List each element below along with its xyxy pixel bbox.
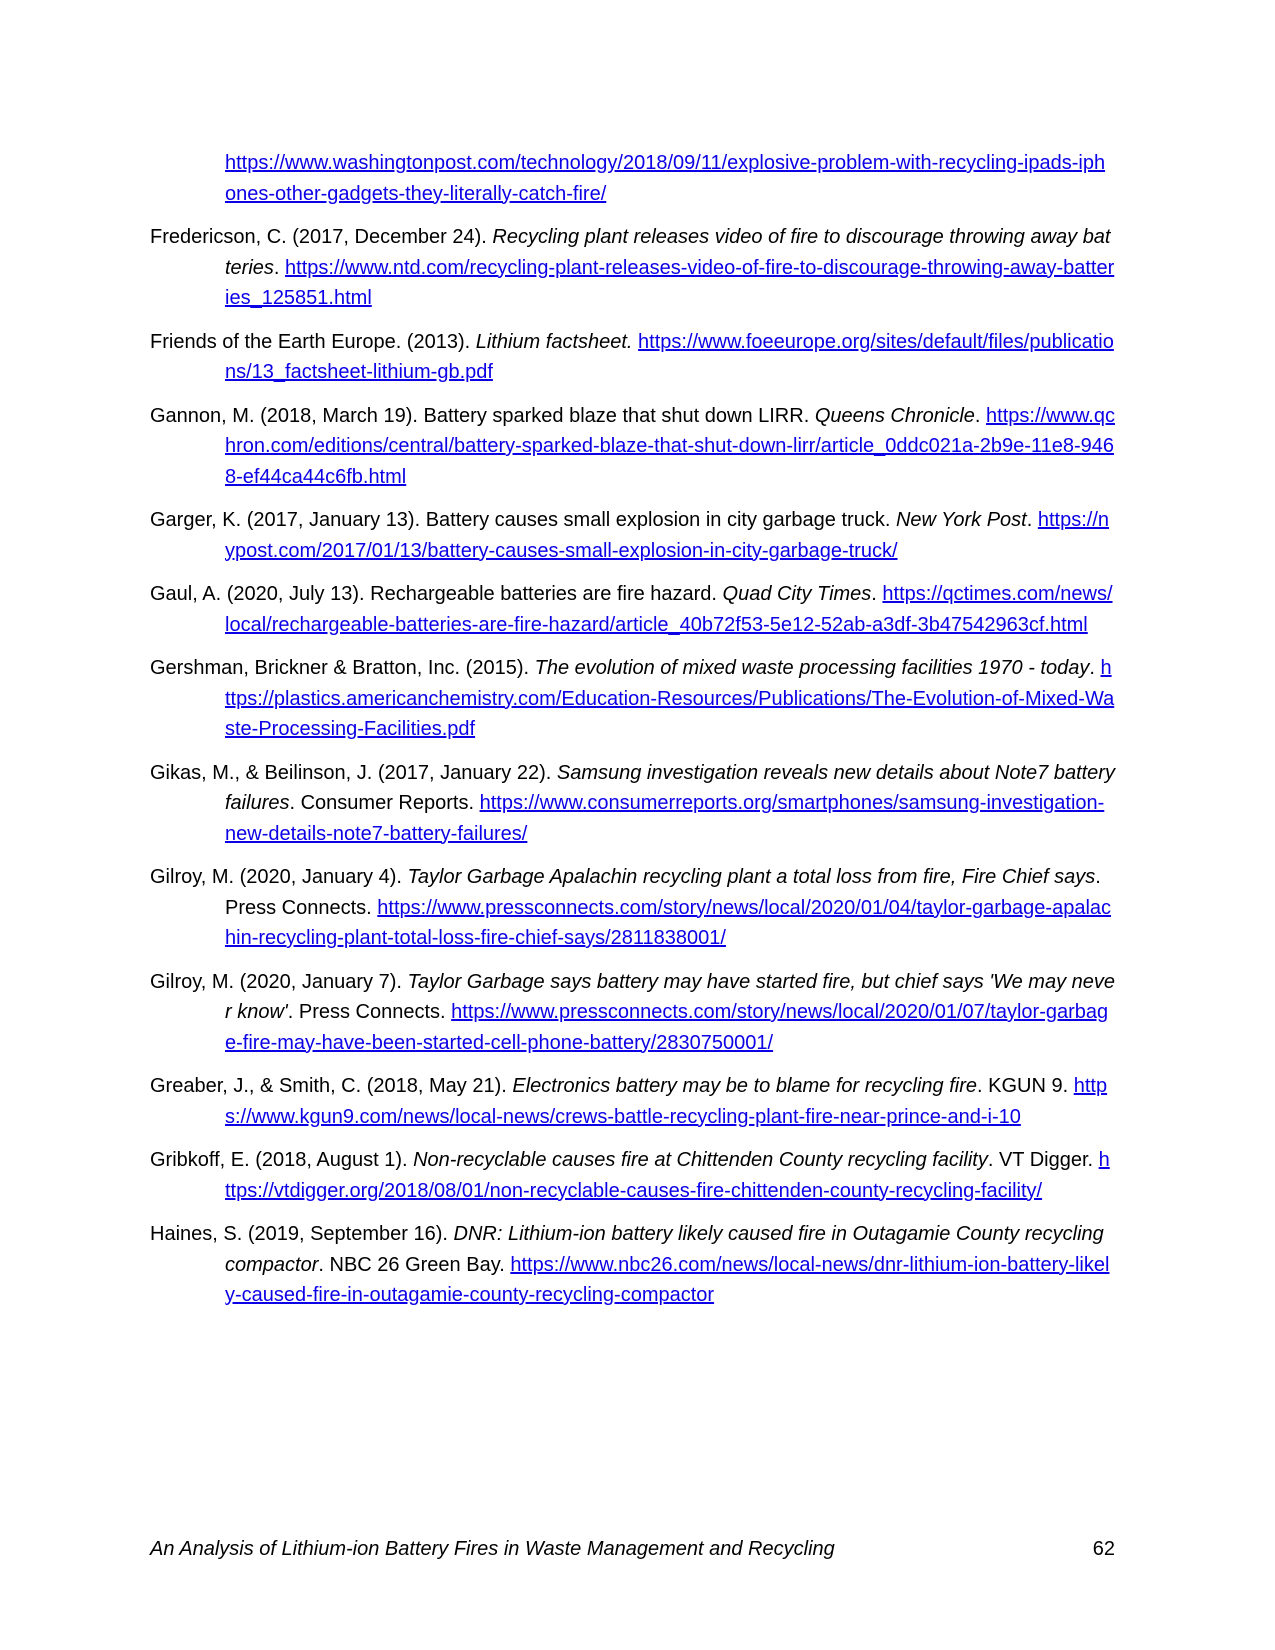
- reference-date: (2017, December 24).: [286, 226, 493, 248]
- reference-punctuation: .: [977, 1075, 989, 1097]
- reference-date: (2017, January 13).: [241, 509, 426, 531]
- reference-publisher: Press Connects.: [225, 896, 378, 919]
- reference-title: Taylor Garbage says battery may have started fire, but chief says 'We may never know': [225, 970, 1115, 1023]
- reference-link[interactable]: https://www.nbc26.com/news/local-news/dnr-lithium-ion-battery-likely-caused-fire-in-outagamie-county-recycling-compactor: [225, 1253, 1110, 1306]
- reference-date: (2018, March 19).: [254, 404, 424, 427]
- reference-date: (2019, September 16).: [242, 1223, 454, 1245]
- reference-author: Gribkoff, E.: [150, 1149, 250, 1171]
- reference-publisher: KGUN 9.: [988, 1075, 1074, 1097]
- reference-title: Non-recyclable causes fire at Chittenden County recycling facility: [413, 1149, 988, 1171]
- reference-link[interactable]: https://qctimes.com/news/local/rechargeable-batteries-are-fire-hazard/article_40b72f53-5e12-52ab-a3df-3b47542963cf.html: [225, 583, 1113, 636]
- reference-entry: [150, 401, 1115, 493]
- reference-date: (2020, January 7).: [234, 970, 408, 993]
- reference-link[interactable]: https://www.kgun9.com/news/local-news/crews-battle-recycling-plant-fire-near-prince-and-i-10: [225, 1075, 1108, 1128]
- footer-title: An Analysis of Lithium-ion Battery Fires in Waste Management and Recycling: [150, 1538, 835, 1560]
- reference-date: (2018, August 1).: [249, 1149, 414, 1171]
- reference-publisher: Press Connects.: [298, 1001, 452, 1023]
- reference-author: Greaber, J., & Smith, C.: [150, 1075, 362, 1097]
- reference-punctuation: .: [289, 792, 301, 814]
- page-footer: [150, 1534, 1115, 1564]
- reference-punctuation: .: [1095, 866, 1101, 888]
- reference-title: Taylor Garbage Apalachin recycling plant a total loss from fire, Fire Chief says: [407, 866, 1096, 888]
- reference-link[interactable]: https://www.ntd.com/recycling-plant-releases-video-of-fire-to-discourage-throwing-away-batteries_125851.html: [225, 256, 1115, 309]
- reference-entry: [150, 1145, 1115, 1206]
- reference-punctuation: .: [273, 256, 286, 279]
- reference-title: The evolution of mixed waste processing facilities 1970 - today: [534, 657, 1090, 679]
- reference-link[interactable]: https://www.consumerreports.org/smartphones/samsung-investigation-new-details-note7-battery-failures/: [225, 792, 1105, 845]
- reference-date: (2020, July 13).: [221, 583, 371, 605]
- reference-title: Electronics battery may be to blame for recycling fire: [512, 1075, 978, 1097]
- reference-link[interactable]: https://www.foeeurope.org/sites/default/files/publications/13_factsheet-lithium-gb.pdf: [225, 330, 1114, 383]
- reference-author: Haines, S.: [150, 1223, 243, 1245]
- reference-entry: [150, 1071, 1115, 1132]
- reference-author: Gershman, Brickner & Bratton, Inc.: [150, 657, 461, 679]
- reference-title: Recycling plant releases video of fire to discourage throwing away batteries: [225, 226, 1111, 279]
- reference-entry: [150, 222, 1115, 314]
- reference-date: (2013).: [401, 330, 476, 353]
- reference-date: (2020, January 4).: [234, 866, 408, 888]
- reference-date: (2018, May 21).: [361, 1075, 513, 1097]
- reference-author: Friends of the Earth Europe.: [150, 330, 402, 353]
- reference-punctuation: .: [1026, 509, 1038, 531]
- reference-author: Gilroy, M.: [150, 866, 235, 888]
- reference-author: Gilroy, M.: [150, 970, 235, 993]
- reference-list: [150, 148, 1115, 1324]
- reference-title: New York Post: [895, 509, 1027, 531]
- reference-publisher: NBC 26 Green Bay.: [329, 1253, 511, 1276]
- reference-title: DNR: Lithium-ion battery likely caused fire in Outagamie County recycling compactor: [225, 1223, 1104, 1276]
- reference-publisher: Consumer Reports.: [300, 792, 480, 814]
- reference-entry: [150, 505, 1115, 566]
- reference-punctuation: .: [987, 1149, 999, 1171]
- reference-author: Gannon, M.: [150, 404, 255, 427]
- reference-entry: [150, 579, 1115, 640]
- reference-link[interactable]: https://www.qchron.com/editions/central/battery-sparked-blaze-that-shut-down-lirr/article_0ddc021a-2b9e-11e8-9468-ef44ca44c6fb.html: [225, 404, 1115, 488]
- reference-article-title: Rechargeable batteries are fire hazard.: [370, 583, 723, 605]
- reference-link[interactable]: https://www.pressconnects.com/story/news/local/2020/01/04/taylor-garbage-apalachin-recycling-plant-total-loss-fire-chief-says/2811838001/: [225, 896, 1112, 949]
- reference-link[interactable]: https://www.pressconnects.com/story/news/local/2020/01/07/taylor-garbage-fire-may-have-been-started-cell-phone-battery/2830750001/: [225, 1001, 1109, 1054]
- reference-punctuation: .: [871, 583, 883, 605]
- reference-title: Quad City Times: [722, 583, 872, 605]
- reference-entry: [150, 967, 1115, 1059]
- reference-date: (2015).: [460, 657, 535, 679]
- reference-entry: [150, 1219, 1115, 1311]
- reference-article-title: Battery sparked blaze that shut down LIRR.: [423, 404, 815, 427]
- reference-punctuation: .: [318, 1253, 330, 1276]
- reference-publisher: VT Digger.: [998, 1149, 1099, 1171]
- reference-link[interactable]: https://www.washingtonpost.com/technology/2018/09/11/explosive-problem-with-recycling-ipads-iphones-other-gadgets-they-literally-catch-fire/: [225, 152, 1106, 205]
- reference-punctuation: .: [1089, 657, 1101, 679]
- reference-entry: [150, 758, 1115, 850]
- reference-link[interactable]: https://nypost.com/2017/01/13/battery-causes-small-explosion-in-city-garbage-truck/: [225, 509, 1110, 562]
- reference-punctuation: .: [974, 404, 987, 427]
- reference-entry: [150, 653, 1115, 745]
- reference-title: Samsung investigation reveals new details about Note7 battery failures: [225, 761, 1115, 814]
- reference-punctuation: .: [287, 1001, 299, 1023]
- page-number: 62: [1092, 1538, 1115, 1560]
- reference-title: Lithium factsheet.: [475, 330, 633, 353]
- reference-author: Garger, K.: [150, 509, 242, 531]
- reference-link[interactable]: https://vtdigger.org/2018/08/01/non-recyclable-causes-fire-chittenden-county-recycling-facility/: [225, 1149, 1110, 1202]
- reference-author: Gikas, M., & Beilinson, J.: [150, 761, 373, 784]
- reference-entry: [150, 862, 1115, 954]
- reference-author: Fredericson, C.: [150, 226, 287, 248]
- reference-link[interactable]: https://plastics.americanchemistry.com/Education-Resources/Publications/The-Evolution-of-Mixed-Waste-Processing-Facilities.pdf: [225, 657, 1115, 740]
- reference-date: (2017, January 22).: [372, 761, 557, 784]
- reference-entry: [150, 148, 1115, 209]
- reference-entry: [150, 327, 1115, 388]
- reference-author: Gaul, A.: [150, 583, 222, 605]
- reference-article-title: Battery causes small explosion in city garbage truck.: [425, 509, 896, 531]
- reference-title: Queens Chronicle: [814, 404, 975, 427]
